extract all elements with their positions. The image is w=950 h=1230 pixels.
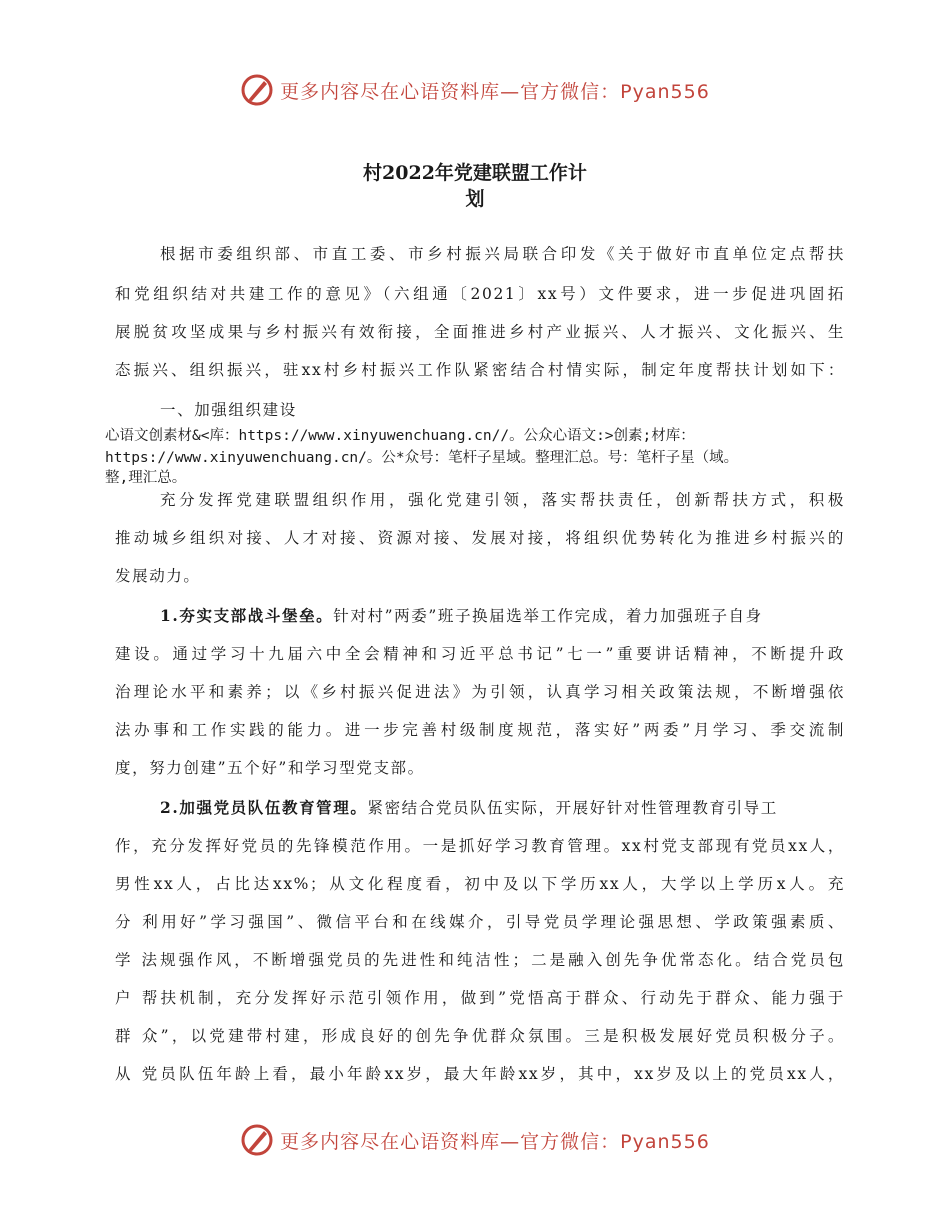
item1-heading: 1.夯实支部战斗堡垒。 xyxy=(160,606,334,625)
item1-first-text: 针对村”两委”班子换届选举工作完成，着力加强班子自身 xyxy=(333,607,763,625)
watermark-text: 更多内容尽在心语资料库—官方微信：Pyan556 xyxy=(280,80,710,103)
item2-line-3: 男性xx人，占比达xx%；从文化程度看，初中及以下学历xx人，大学以上学历x人。充 xyxy=(115,875,845,893)
item1-first-line xyxy=(160,604,845,626)
quill-seal-logo-icon xyxy=(240,73,274,107)
item1-line-2: 建设。通过学习十九届六中全会精神和习近平总书记”七一”重要讲话精神，不断提升政 xyxy=(115,645,845,663)
item2-line-2: 作，充分发挥好党员的先锋模范作用。一是抓好学习教育管理。xx村党支部现有党员xx人， xyxy=(115,837,845,855)
para1-line-3: 发展动力。 xyxy=(115,567,201,585)
item1-line-3: 治理论水平和素养；以《乡村振兴促进法》为引领，认真学习相关政策法规，不断增强依 xyxy=(115,683,845,701)
watermark-banner-top xyxy=(0,70,950,110)
para1-line-1: 充分发挥党建联盟组织作用，强化党建引领，落实帮扶责任，创新帮扶方式，积极 xyxy=(160,491,845,509)
intro-line-3: 展脱贫攻坚成果与乡村振兴有效衔接，全面推进乡村产业振兴、人才振兴、文化振兴、生 xyxy=(115,323,845,341)
item2-first-text: 紧密结合党员队伍实际，开展好针对性管理教育引导工 xyxy=(367,799,778,817)
intro-line-4: 态振兴、组织振兴，驻xx村乡村振兴工作队紧密结合村情实际，制定年度帮扶计划如下： xyxy=(115,361,845,379)
noise-line-1: 心语文创素材&<库：https://www.xinyuwenchuang.cn//。公众心语文:>创素;材库： xyxy=(105,428,695,444)
item1-line-5: 度，努力创建”五个好”和学习型党支部。 xyxy=(115,759,425,777)
item2-heading: 2.加强党员队伍教育管理。 xyxy=(160,798,368,817)
quill-seal-logo-icon xyxy=(240,1123,274,1157)
intro-line-2: 和党组织结对共建工作的意见》（六组通〔2021〕xx号）文件要求，进一步促进巩固拓 xyxy=(115,285,845,303)
para1-line-2: 推动城乡组织对接、人才对接、资源对接、发展对接，将组织优势转化为推进乡村振兴的 xyxy=(115,529,845,547)
item2-line-5: 学 法规强作风，不断增强党员的先进性和纯洁性；二是融入创先争优常态化。结合党员包 xyxy=(115,951,845,969)
watermark-text: 更多内容尽在心语资料库—官方微信：Pyan556 xyxy=(280,1130,710,1153)
item2-line-4: 分 利用好”学习强国”、微信平台和在线媒介，引导党员学理论强思想、学政策强素质、 xyxy=(115,913,845,931)
title-line-2: 划 xyxy=(465,188,485,210)
item2-line-8: 从 党员队伍年龄上看，最小年龄xx岁，最大年龄xx岁，其中，xx岁及以上的党员xx人， xyxy=(115,1065,845,1083)
item2-first-line xyxy=(160,796,845,818)
item2-line-6: 户 帮扶机制，充分发挥好示范引领作用，做到”党悟高于群众、行动先于群众、能力强于 xyxy=(115,989,845,1007)
section-heading: 一、加强组织建设 xyxy=(160,401,297,419)
document-title xyxy=(0,160,950,212)
noise-line-2: https://www.xinyuwenchuang.cn/。公*众号：笔杆子星域。整理汇总。号：笔杆子星（域。 xyxy=(105,450,739,466)
watermark-banner-bottom xyxy=(0,1120,950,1160)
item1-line-4: 法办事和工作实践的能力。进一步完善村级制度规范，落实好”两委”月学习、季交流制 xyxy=(115,721,845,739)
intro-line-1: 根据市委组织部、市直工委、市乡村振兴局联合印发《关于做好市直单位定点帮扶 xyxy=(160,245,845,263)
item2-line-7: 群 众”，以党建带村建，形成良好的创先争优群众氛围。三是积极发展好党员积极分子。 xyxy=(115,1027,845,1045)
noise-line-3: 整,理汇总。 xyxy=(105,470,187,486)
title-line-1: 村2022年党建联盟工作计 xyxy=(363,162,587,184)
